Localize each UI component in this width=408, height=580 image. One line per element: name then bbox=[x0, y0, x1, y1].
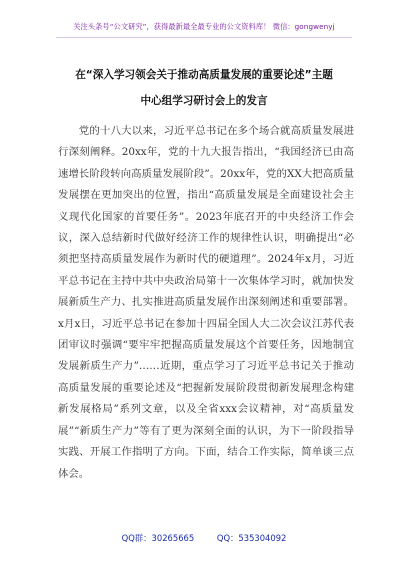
footer-qq-group: QQ群：30265665 bbox=[121, 533, 195, 543]
footer-contact bbox=[0, 532, 408, 544]
footer-qq-number: QQ：535304092 bbox=[216, 533, 287, 543]
document-body bbox=[58, 121, 354, 485]
document-title-line1: 在“深入学习领会关于推动高质量发展的重要论述”主题 bbox=[75, 69, 333, 81]
header-divider bbox=[56, 37, 352, 38]
header-banner: 关注头条号“公文研究”，获得最新最全最专业的公文资料库！ 微信：gongwenyj bbox=[73, 22, 335, 31]
body-paragraph: 党的十八大以来，习近平总书记在多个场合就高质量发展进行深刻阐释。20xx年，党的十九大报告指出，“我国经济已由高速增长阶段转向高质量发展阶段”。20xx年，党的XX大把高质量发展摆在更加突出的位置，指出“高质量发展是全面建设社会主义现代化国家的首要任务”。2023年底召开的中央经济工作会议，深入总结新时代做好经济工作的规律性认识，明确提出“必须把坚持高质量发展作为新时代的硬道理”。2024年x月，习近平总书记在主持中共中央政治局第十一次集体学习时，就加快发展新质生产力、扎实推进高质量发展作出深刻阐述和重要部署。x月x日，习近平总书记在参加十四届全国人大二次会议江苏代表团审议时强调“要牢牢把握高质量发展这个首要任务，因地制宜发展新质生产力”……近期，重点学习了习近平总书记关于推动高质量发展的重要论述及“把握新发展阶段贯彻新发展理念构建新发展格局”系列文章，以及全省xxx会议精神，对“高质量发展”“新质生产力”等有了更为深刻全面的认识，为下一阶段指导实践、开展工作指明了方向。下面，结合工作实际，简单谈三点体会。 bbox=[58, 125, 354, 480]
document-title-line2: 中心组学习研讨会上的发言 bbox=[140, 95, 268, 107]
